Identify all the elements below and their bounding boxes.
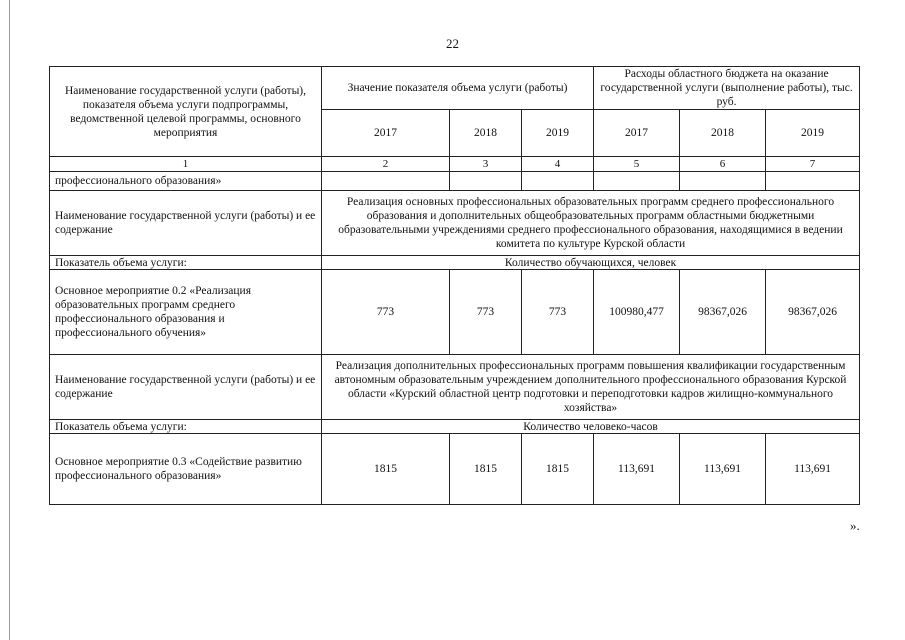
column-number-row [50, 157, 860, 172]
service-label: Наименование государственной услуги (работы) и ее содержание [50, 191, 322, 256]
empty-cell [522, 172, 594, 191]
header-name-column: Наименование государственной услуги (работы), показателя объема услуги подпрограммы, ведомственной целевой программы, основного мероприятия [50, 67, 322, 157]
empty-cell [680, 172, 766, 191]
indicator-label: Показатель объема услуги: [50, 256, 322, 270]
budget-2017: 100980,477 [594, 270, 680, 355]
service-description-row-2 [50, 355, 860, 420]
column-number: 5 [594, 157, 680, 172]
main-action-row-0-2 [50, 270, 860, 355]
budget-2018: 113,691 [680, 434, 766, 505]
empty-cell [322, 172, 450, 191]
volume-2017: 1815 [322, 434, 450, 505]
continuation-row [50, 172, 860, 191]
volume-2018: 773 [450, 270, 522, 355]
empty-cell [450, 172, 522, 191]
volume-2019: 773 [522, 270, 594, 355]
budget-2019: 98367,026 [766, 270, 860, 355]
header-row-groups [50, 67, 860, 110]
header-volume-group: Значение показателя объема услуги (работы) [322, 67, 594, 110]
column-number: 1 [50, 157, 322, 172]
column-number: 7 [766, 157, 860, 172]
indicator-value: Количество человеко-часов [322, 420, 860, 434]
column-number: 4 [522, 157, 594, 172]
column-number: 6 [680, 157, 766, 172]
indicator-row-1 [50, 256, 860, 270]
volume-2018: 1815 [450, 434, 522, 505]
year-budget-2018: 2018 [680, 110, 766, 157]
budget-2018: 98367,026 [680, 270, 766, 355]
indicator-label: Показатель объема услуги: [50, 420, 322, 434]
continuation-text: профессионального образования» [50, 172, 322, 191]
indicator-value: Количество обучающихся, человек [322, 256, 860, 270]
indicator-row-2 [50, 420, 860, 434]
header-budget-group: Расходы областного бюджета на оказание государственной услуги (выполнение работы), тыс. руб. [594, 67, 860, 110]
year-budget-2017: 2017 [594, 110, 680, 157]
year-volume-2018: 2018 [450, 110, 522, 157]
year-volume-2019: 2019 [522, 110, 594, 157]
service-description: Реализация дополнительных профессиональных программ повышения квалификации государственным автономным образовательным учреждением дополнительного профессионального образования Курской области «Курский областной центр подготовки и переподготовки кадров жилищно-коммунального хозяйства» [322, 355, 860, 420]
budget-table [49, 66, 860, 505]
column-number: 2 [322, 157, 450, 172]
empty-cell [594, 172, 680, 191]
service-label: Наименование государственной услуги (работы) и ее содержание [50, 355, 322, 420]
empty-cell [766, 172, 860, 191]
budget-2019: 113,691 [766, 434, 860, 505]
scan-edge-line [9, 0, 10, 640]
volume-2017: 773 [322, 270, 450, 355]
main-action-name: Основное мероприятие 0.3 «Содействие развитию профессионального образования» [50, 434, 322, 505]
service-description-row-1 [50, 191, 860, 256]
main-action-name: Основное мероприятие 0.2 «Реализация образовательных программ среднего профессионального образования и профессионального обучения» [50, 270, 322, 355]
main-action-row-0-3 [50, 434, 860, 505]
budget-2017: 113,691 [594, 434, 680, 505]
year-volume-2017: 2017 [322, 110, 450, 157]
closing-quote-mark: ». [850, 518, 860, 533]
service-description: Реализация основных профессиональных образовательных программ среднего профессионального образования и дополнительных общеобразовательных программ областными бюджетными образовательными учреждениями среднего профессионального образования, находящимися в ведении комитета по культуре Курской области [322, 191, 860, 256]
volume-2019: 1815 [522, 434, 594, 505]
column-number: 3 [450, 157, 522, 172]
page-number: 22 [446, 36, 459, 51]
year-budget-2019: 2019 [766, 110, 860, 157]
